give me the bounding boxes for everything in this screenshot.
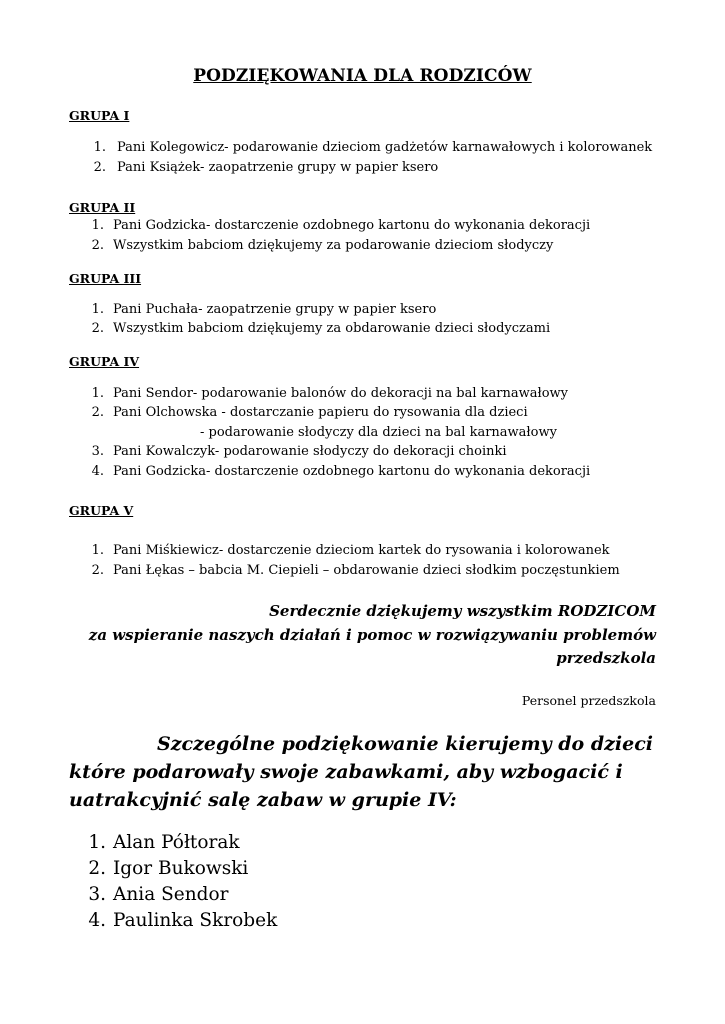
list-number: 2. xyxy=(91,321,104,336)
list-text: Wszystkim babciom dziękujemy za podarowanie dzieciom słodyczy xyxy=(113,238,554,253)
list-number: 2. xyxy=(91,563,104,578)
list-text: Wszystkim babciom dziękujemy za obdarowanie dzieci słodyczami xyxy=(113,321,551,336)
list-number: 1. xyxy=(93,140,106,155)
group-heading-2: GRUPA II xyxy=(69,200,136,215)
list-text: Pani Godzicka- dostarczenie ozdobnego kartonu do wykonania dekoracji xyxy=(113,218,591,233)
list-text: Pani Kolegowicz- podarowanie dzieciom gadżetów karnawałowych i kolorowanek xyxy=(117,140,653,155)
list-number: 4. xyxy=(88,910,106,931)
list-text: Pani Olchowska - dostarczanie papieru do rysowania dla dzieci xyxy=(113,405,528,420)
list-number: 3. xyxy=(91,444,104,459)
list-text: Pani Puchała- zaopatrzenie grupy w papier ksero xyxy=(113,302,437,317)
list-text: - podarowanie słodyczy dla dzieci na bal karnawałowy xyxy=(200,425,557,440)
list-text: Pani Łękas – babcia M. Ciepieli – obdarowanie dzieci słodkim poczęstunkiem xyxy=(113,563,620,578)
list-text: Pani Godzicka- dostarczenie ozdobnego kartonu do wykonania dekoracji xyxy=(113,464,591,479)
list-number: 1. xyxy=(91,543,104,558)
list-number: 1. xyxy=(88,832,106,853)
thanks-line-2: za wspieranie naszych działań i pomoc w rozwiązywaniu problemów xyxy=(88,626,656,644)
list-number: 1. xyxy=(91,218,104,233)
child-name: Paulinka Skrobek xyxy=(113,910,278,931)
list-number: 2. xyxy=(91,238,104,253)
group-heading-1: GRUPA I xyxy=(69,108,130,123)
group-heading-4: GRUPA IV xyxy=(69,354,140,369)
list-text: Pani Miśkiewicz- dostarczenie dzieciom kartek do rysowania i kolorowanek xyxy=(113,543,610,558)
group-heading-3: GRUPA III xyxy=(69,271,142,286)
child-name: Ania Sendor xyxy=(113,884,229,905)
list-number: 2. xyxy=(91,405,104,420)
list-text: Pani Kowalczyk- podarowanie słodyczy do dekoracji choinki xyxy=(113,444,507,459)
special-thanks-text: Szczególne podziękowanie kierujemy do dzieci które podarowały swoje zabawkami, aby wzbogacić i uatrakcyjnić salę zabaw w grupie IV: xyxy=(69,733,653,811)
page-title: PODZIĘKOWANIA DLA RODZICÓW xyxy=(193,66,532,86)
list-number: 4. xyxy=(91,464,104,479)
special-thanks xyxy=(69,730,659,814)
list-number: 3. xyxy=(88,884,106,905)
signature: Personel przedszkola xyxy=(521,693,656,708)
list-number: 1. xyxy=(91,386,104,401)
child-name: Igor Bukowski xyxy=(113,858,249,879)
thanks-line-3: przedszkola xyxy=(556,649,656,667)
list-text: Pani Sendor- podarowanie balonów do dekoracji na bal karnawałowy xyxy=(113,386,568,401)
child-name: Alan Półtorak xyxy=(113,832,240,853)
group-heading-5: GRUPA V xyxy=(69,503,134,518)
list-number: 2. xyxy=(88,858,106,879)
thanks-line-1: Serdecznie dziękujemy wszystkim RODZICOM xyxy=(269,602,656,620)
list-text: Pani Książek- zaopatrzenie grupy w papier ksero xyxy=(117,160,439,175)
list-number: 2. xyxy=(93,160,106,175)
list-number: 1. xyxy=(91,302,104,317)
